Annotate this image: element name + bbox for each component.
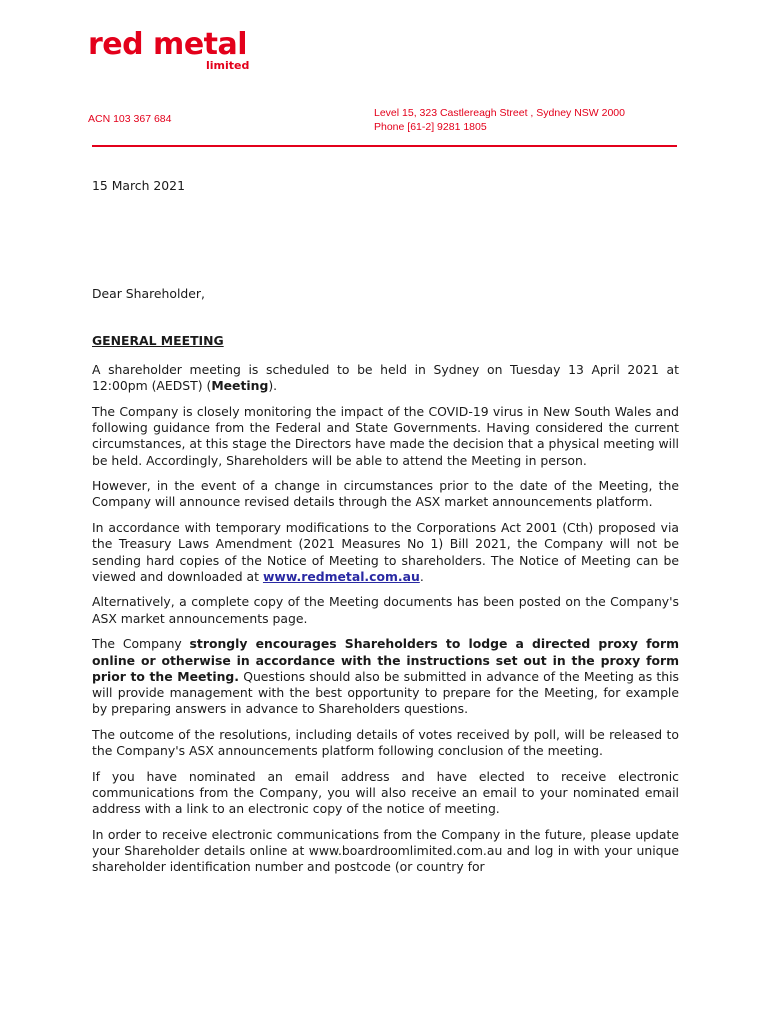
company-address (374, 106, 625, 134)
website-link[interactable]: www.redmetal.com.au (262, 568, 420, 584)
company-logo (88, 28, 258, 78)
address-line: Level 15, 323 Castlereagh Street , Sydney NSW 2000 (374, 107, 625, 119)
logo-wordmark: red metal (88, 27, 248, 62)
header-divider (92, 145, 677, 147)
paragraph-meeting-schedule: A shareholder meeting is scheduled to be held in Sydney on Tuesday 13 April 2021 at 12:00pm (AEDST) (Meeting). (92, 362, 679, 394)
paragraph-notice: In accordance with temporary modifications to the Corporations Act 2001 (Cth) proposed via the Treasury Laws Amendment (2021 Measures No 1) Bill 2021, the Company will not be sending hard copies of the Notice of Meeting to shareholders. The Notice of Meeting can be viewed and downloaded at www.redmetal.com.au. (92, 520, 679, 584)
letter-greeting: Dear Shareholder, (92, 286, 205, 301)
paragraph-documents: Alternatively, a complete copy of the Meeting documents has been posted on the Company's ASX market announcements page. (92, 594, 679, 626)
acn-number: ACN 103 367 684 (88, 113, 172, 125)
letter-body (92, 362, 679, 885)
paragraph-email: If you have nominated an email address and have elected to receive electronic communications from the Company, you will also receive an email to your nominated email address with a link to an electronic copy of the notice of meeting. (92, 768, 679, 817)
logo-subtitle: limited (206, 59, 250, 72)
paragraph-proxy: The Company strongly encourages Shareholders to lodge a directed proxy form online or otherwise in accordance with the instructions set out in the proxy form prior to the Meeting. Questions should also be submitted in advance of the Meeting as this will provide management with the best opportunity to prepare for the Meeting, for example by preparing answers in advance to Shareholders questions. (92, 636, 679, 717)
letter-date: 15 March 2021 (92, 178, 185, 193)
phone-line: Phone [61-2] 9281 1805 (374, 121, 487, 133)
paragraph-electronic: In order to receive electronic communications from the Company in the future, please update your Shareholder details online at www.boardroomlimited.com.au and log in with your unique shareholder identification number and postcode (or country for (92, 826, 679, 875)
paragraph-change: However, in the event of a change in circumstances prior to the date of the Meeting, the Company will announce revised details through the ASX market announcements platform. (92, 478, 679, 510)
paragraph-outcome: The outcome of the resolutions, including details of votes received by poll, will be released to the Company's ASX announcements platform following conclusion of the meeting. (92, 726, 679, 759)
letter-heading: GENERAL MEETING (92, 333, 224, 348)
paragraph-covid: The Company is closely monitoring the impact of the COVID-19 virus in New South Wales and following guidance from the Federal and State Governments. Having considered the current circumstances, at this stage the Directors have made the decision that a physical meeting will be held. Accordingly, Shareholders will be able to attend the Meeting in person. (92, 403, 679, 468)
